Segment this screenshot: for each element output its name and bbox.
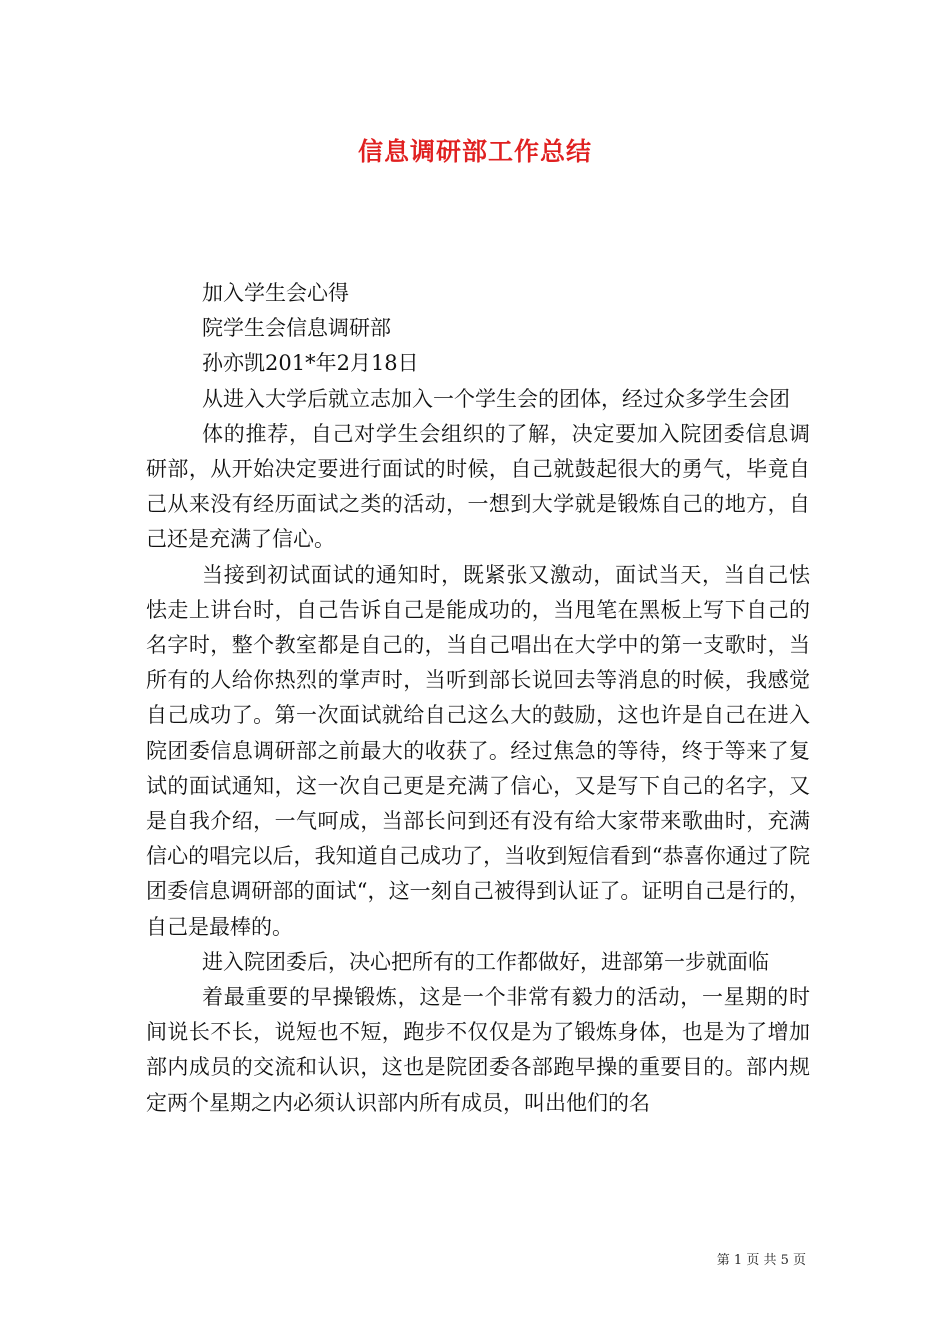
paragraph-interview: 当接到初试面试的通知时，既紧张又激动，面试当天，当自己怯怯走上讲台时，自己告诉自己是能成功的，当甩笔在黑板上写下自己的名字时，整个教室都是自己的，当自己唱出在大学中的第一支歌时，当所有的人给你热烈的掌声时，当听到部长说回去等消息的时候，我感觉自己成功了。第一次面试就给自己这么大的鼓励，这也许是自己在进入院团委信息调研部之前最大的收获了。经过焦急的等待，终于等来了复试的面试通知，这一次自己更是充满了信心，又是写下自己的名字，又是自我介绍，一气呵成，当部长问到还有没有给大家带来歌曲时，充满信心的唱完以后，我知道自己成功了，当收到短信看到“恭喜你通过了院团委信息调研部的面试“，这一刻自己被得到认证了。证明自己是行的，自己是最棒的。 xyxy=(146,562,810,939)
paragraph-heading: 加入学生会心得 xyxy=(202,281,349,305)
paragraph-recommendation: 体的推荐，自己对学生会组织的了解，决定要加入院团委信息调研部，从开始决定要进行面试的时候，自己就鼓起很大的勇气，毕竟自己从来没有经历面试之类的活动，一想到大学就是锻炼自己的地方，自己还是充满了信心。 xyxy=(146,421,810,552)
paragraph-department: 院学生会信息调研部 xyxy=(202,316,391,341)
paragraph-joining: 进入院团委后，决心把所有的工作都做好，进部第一步就面临 xyxy=(202,949,769,974)
paragraph-intro: 从进入大学后就立志加入一个学生会的团体，经过众多学生会团 xyxy=(202,386,790,411)
document-title: 信息调研部工作总结 xyxy=(357,137,592,166)
document-body xyxy=(146,276,810,1121)
paragraph-author-date: 孙亦凯201*年2月18日 xyxy=(202,351,419,376)
page-number-footer: 第 1 页 共 5 页 xyxy=(716,1253,806,1268)
paragraph-morning-exercise: 着最重要的早操锻炼，这是一个非常有毅力的活动，一星期的时间说长不长，说短也不短，跑步不仅仅是为了锻炼身体，也是为了增加部内成员的交流和认识，这也是院团委各部跑早操的重要目的。部内规定两个星期之内必须认识部内所有成员，叫出他们的名 xyxy=(146,985,810,1115)
